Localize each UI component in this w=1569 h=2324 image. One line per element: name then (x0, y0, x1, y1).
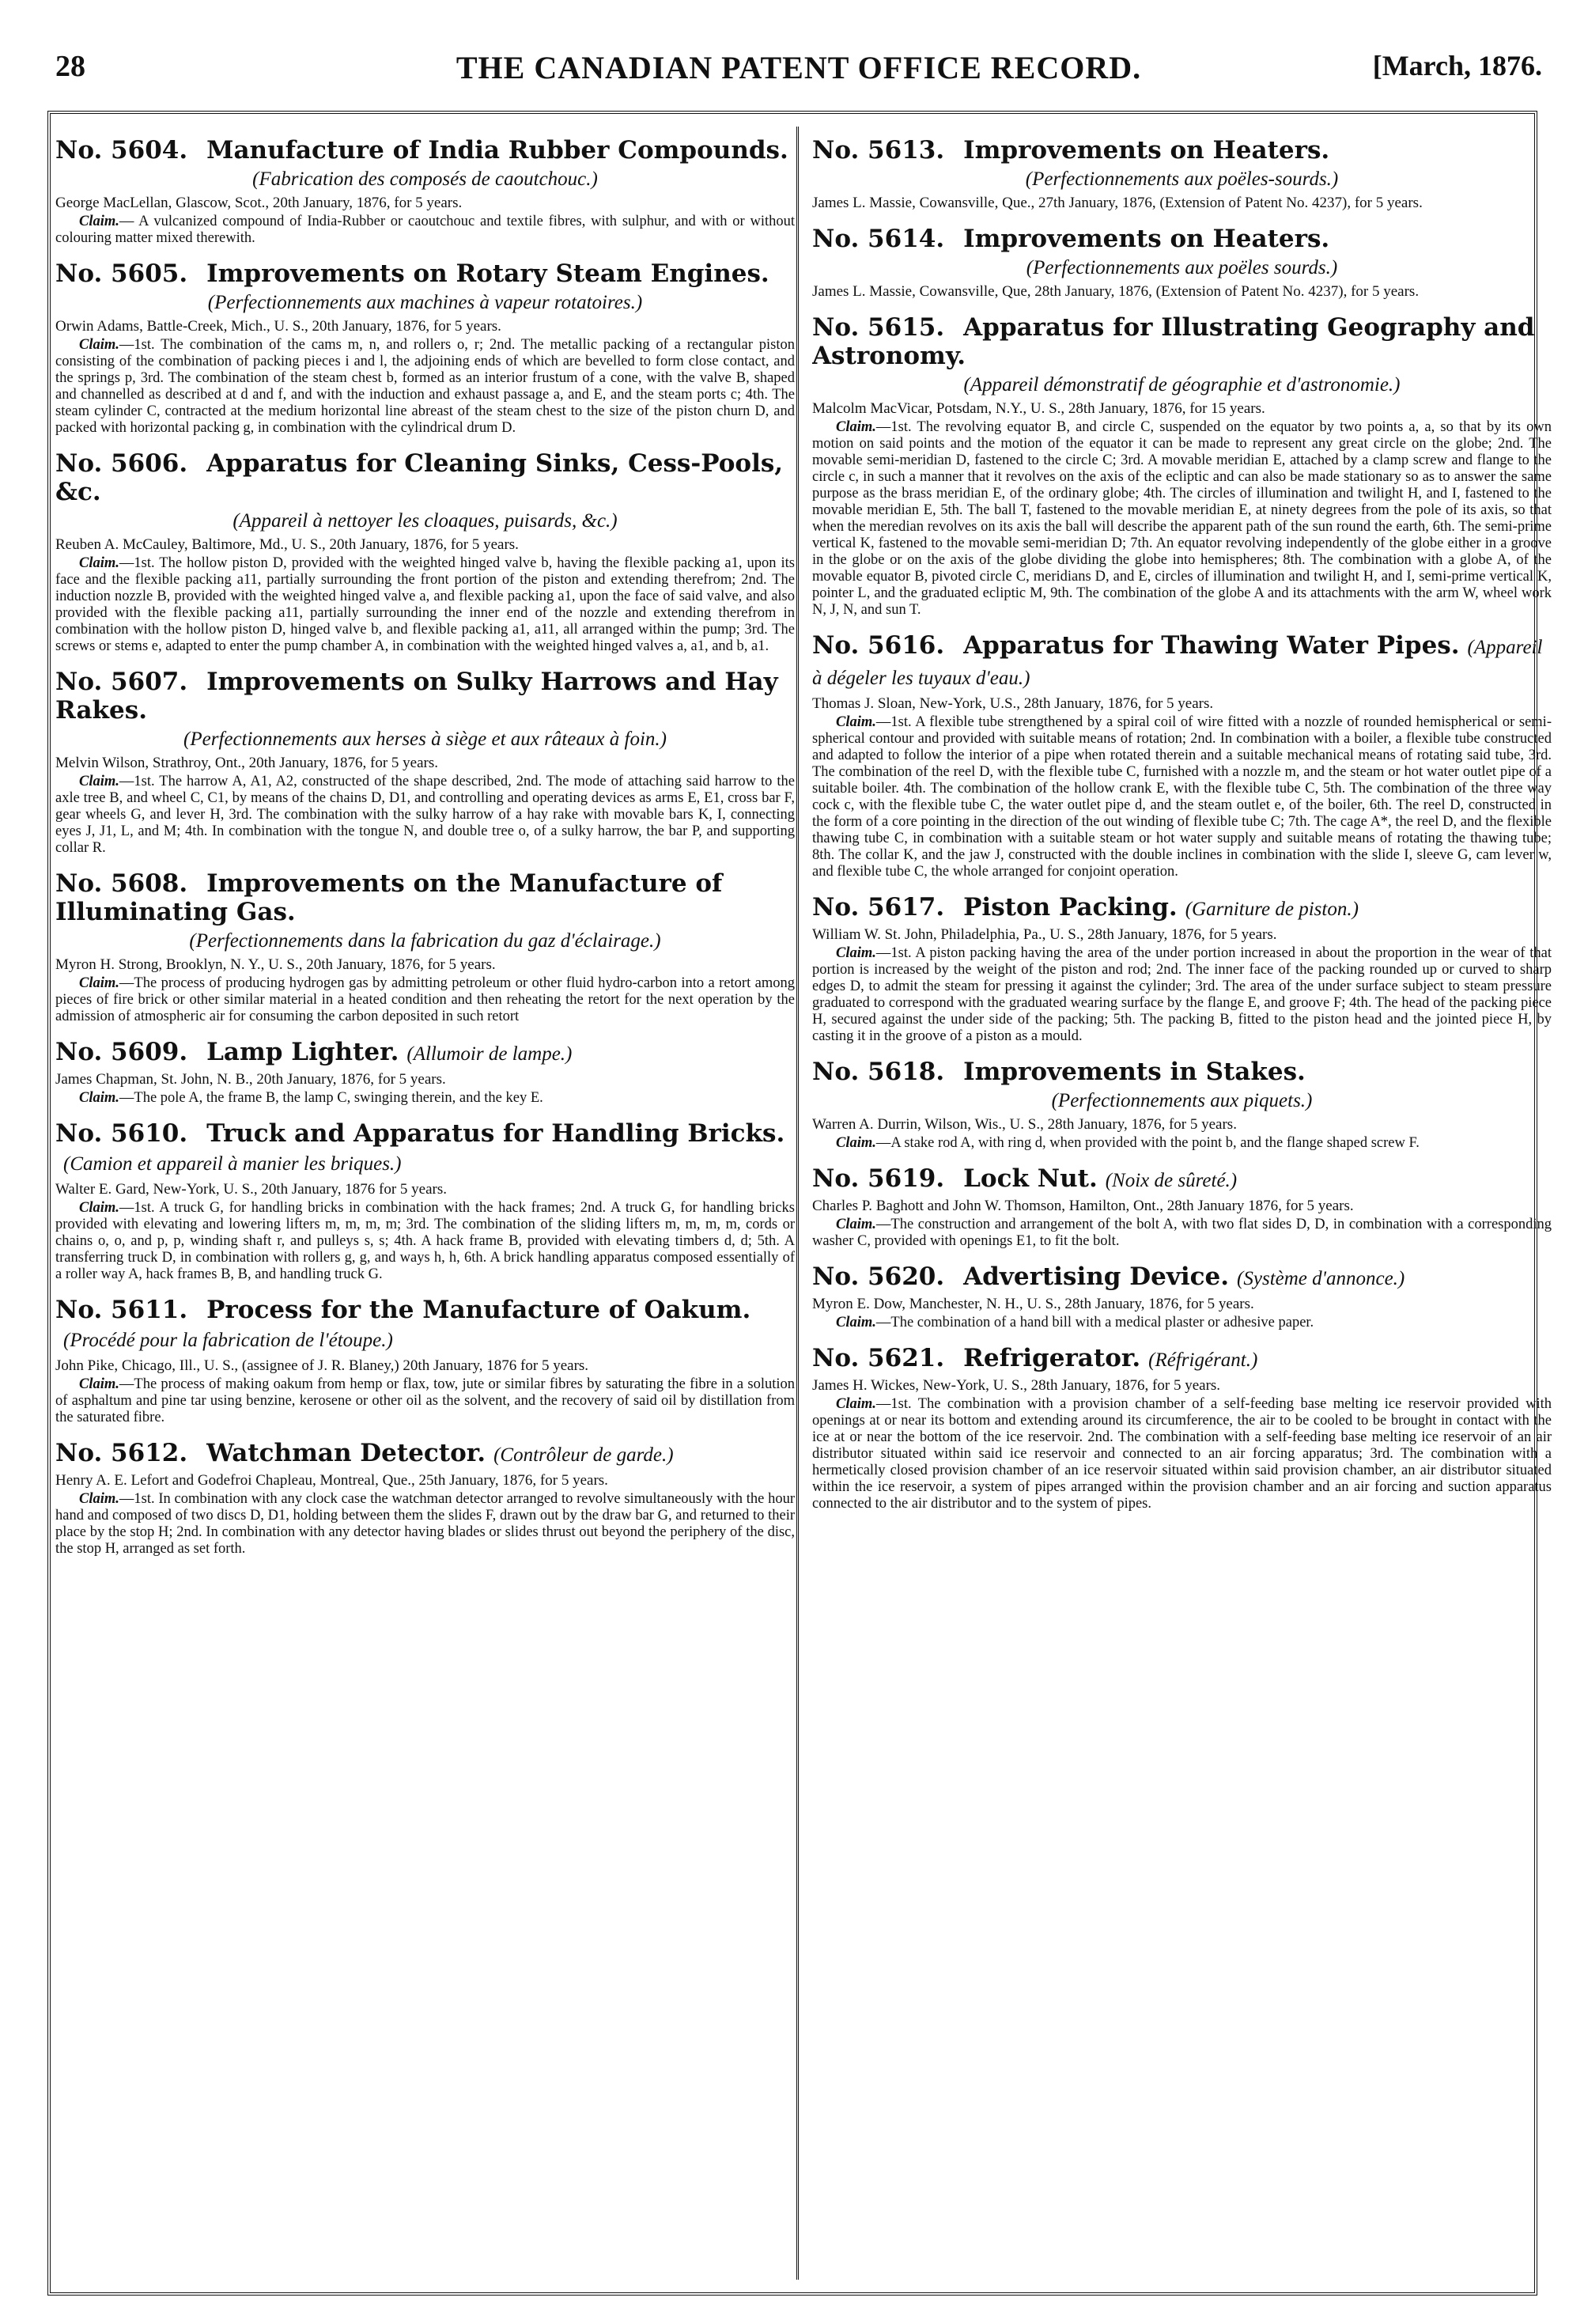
french-title: (Contrôleur de garde.) (493, 1444, 674, 1466)
claim-paragraph (55, 337, 795, 437)
claim-text: —1st. In combination with any clock case the watchman detector arranged to revolve simultaneously with the hour hand and composed of two discs D, D1, holding between them the slides F, drawn out by the draw bar G, and returned to their place by the stop H; 2nd. In combination with any detector having blades or slides thrust out beyond the periphery of the disc, the stop H, arranged as set forth. (55, 1491, 795, 1557)
claim-text: —1st. The hollow piston D, provided with the weighted hinged valve b, having the flexible packing a1, upon its face and the flexible packing a11, partially surrounding the front portion of the piston and extending therefrom; 2nd. The induction nozzle B, provided with the weighted hinged valve a, and flexible packing a1, upon the face of said valve, and also provided with the flexible packing a11, partially surrounding the inner end of the nozzle and extending therefrom in combination with the hollow piston D, hinged valve b, and flexible packing a1, a11, all arranged within the pump; 3rd. The screws or stems e, adapted to enter the pump chamber A, in combination with the weighted hinged valves a, a1, and b, a1. (55, 555, 795, 654)
patent-number: No. 5621. (812, 1344, 945, 1372)
patent-entry (55, 136, 795, 247)
patent-title: Truck and Apparatus for Handling Bricks. (206, 1119, 785, 1148)
patent-title: Improvements on Heaters. (963, 225, 1330, 253)
patent-title-line (812, 313, 1552, 370)
inventor-line: Orwin Adams, Battle-Creek, Mich., U. S., 20th January, 1876, for 5 years. (55, 318, 501, 335)
patent-number: No. 5605. (55, 259, 188, 288)
patent-entry (812, 631, 1552, 880)
patent-title-line (812, 1344, 1552, 1375)
claim-text: —The pole A, the frame B, the lamp C, swinging therein, and the key E. (119, 1090, 543, 1106)
claim-text: —The construction and arrangement of the bolt A, with two flat sides D, D, in combination with a corresponding washer C, provided with openings E1, to fit the bolt. (812, 1217, 1552, 1249)
publication-title: THE CANADIAN PATENT OFFICE RECORD. (456, 50, 1142, 85)
patent-title-line (55, 869, 795, 926)
claim-text: — A vulcanized compound of India-Rubber or caoutchouc and textile fibres, with sulphur, and with or without colouring matter mixed therewith. (55, 214, 795, 246)
patent-entry (812, 225, 1552, 301)
claim-label: Claim. (836, 1315, 876, 1330)
inventor-line: Reuben A. McCauley, Baltimore, Md., U. S., 20th January, 1876, for 5 years. (55, 536, 519, 553)
patent-number: No. 5620. (812, 1262, 945, 1291)
claim-paragraph (55, 214, 795, 247)
inventor-line: Thomas J. Sloan, New-York, U.S., 28th January, 1876, for 5 years. (812, 695, 1214, 712)
inventor-line: James Chapman, St. John, N. B., 20th January, 1876, for 5 years. (55, 1071, 446, 1088)
patent-title-line (55, 1119, 795, 1179)
inventor-line: Myron H. Strong, Brooklyn, N. Y., U. S., 20th January, 1876, for 5 years. (55, 956, 496, 973)
claim-paragraph (55, 555, 795, 655)
column-divider (796, 127, 799, 2280)
claim-label: Claim. (79, 1090, 119, 1106)
patent-entry (812, 1344, 1552, 1512)
claim-paragraph (55, 774, 795, 857)
claim-label: Claim. (836, 1135, 876, 1151)
patent-entry (55, 449, 795, 655)
patent-number: No. 5612. (55, 1439, 188, 1467)
french-title: (Garniture de piston.) (1185, 899, 1359, 920)
french-title: (Réfrigérant.) (1148, 1349, 1258, 1371)
french-title: (Perfectionnements aux poëles sourds.) (1026, 257, 1338, 278)
french-title: (Appareil démonstratif de géographie et d'astronomie.) (963, 374, 1401, 396)
patent-entry (812, 136, 1552, 212)
patent-title-line (55, 1439, 795, 1470)
claim-text: —A stake rod A, with ring d, when provided with the point b, and the flange shaped screw F. (875, 1135, 1420, 1151)
french-title: (Système d'annonce.) (1237, 1268, 1405, 1289)
patent-number: No. 5618. (812, 1058, 945, 1086)
patent-title-line (55, 136, 795, 165)
patent-title: Lamp Lighter. (206, 1038, 399, 1066)
inventor-line: James L. Massie, Cowansville, Que, 28th January, 1876, (Extension of Patent No. 4237), for 5 years. (812, 283, 1420, 300)
patent-title: Lock Nut. (963, 1164, 1098, 1193)
patent-entry (812, 1164, 1552, 1250)
patent-entry (55, 1439, 795, 1558)
claim-label: Claim. (79, 214, 119, 229)
french-title: (Appareil à nettoyer les cloaques, puisards, &c.) (233, 510, 618, 532)
inventor-line: Myron E. Dow, Manchester, N. H., U. S., 28th January, 1876, for 5 years. (812, 1296, 1254, 1312)
patent-number: No. 5610. (55, 1119, 188, 1148)
french-title: (Allumoir de lampe.) (406, 1043, 573, 1065)
claim-text: —1st. The combination with a provision chamber of a self-feeding base melting ice reservoir provided with openings at or near its bottom and extending around its circumference, the air to be cooled to be brought in contact with the ice at or near the bottom of the ice reservoir. 2nd. The combination with a self-feeding base melting ice reservoir of an air distributor situated within said ice reservoir and connected to an air forcing apparatus; 3rd. The combination with a hermetically closed provision chamber of an ice reservoir situated within said provision chamber, an air distributor situated within the ice reservoir, a system of pipes arranged within the provision chamber and an air forcing and suction apparatus connected to the air distributor and to the system of pipes. (812, 1396, 1552, 1512)
claim-paragraph (812, 1315, 1552, 1331)
patent-title-line (55, 449, 795, 506)
inventor-line: Melvin Wilson, Strathroy, Ont., 20th January, 1876, for 5 years. (55, 755, 439, 771)
french-title: (Perfectionnements aux piquets.) (1051, 1090, 1313, 1111)
patent-title-line (55, 668, 795, 725)
claim-label: Claim. (79, 1200, 119, 1216)
french-title: (Camion et appareil à manier les briques.) (63, 1153, 402, 1175)
claim-paragraph (812, 714, 1552, 880)
patent-title-line (812, 893, 1552, 924)
french-title: (Perfectionnements aux machines à vapeur rotatoires.) (207, 292, 643, 313)
claim-text: —The combination of a hand bill with a medical plaster or adhesive paper. (875, 1315, 1314, 1330)
patent-entry (55, 1038, 795, 1107)
patent-title-line (812, 225, 1552, 253)
patent-number: No. 5607. (55, 668, 188, 696)
patent-number: No. 5617. (812, 893, 945, 922)
claim-text: —1st. A flexible tube strengthened by a spiral coil of wire fitted with a nozzle of rounded hemispherical or semi-spherical contour and provided with suitable means of rotation; 2nd. In combination with a boiler, a flexible tube constructed and adapted to follow the interior of a pipe when rotated therein and a suitable mechanical means of rotating said tube, 3rd. The combination of the reel D, with the flexible tube C, furnished with a nozzle m, and the steam or hot water outlet pipe of a suitable boiler. 4th. The combination of the hollow crank E, with the flexible tube C, 5th. The combination of the three way cock c, with the flexible tube C, the water outlet pipe d, and the steam outlet e, of the boiler, 6th. The reel D, constructed in the form of a core pointing in the direction of the out winding of flexible tube C; 7th. The cage A*, the reel D, and the flexible thawing tube C, in combination with a suitable steam or hot water supply and suitable means of rotating the thawing tube; 8th. The collar K, and the jaw J, constructed with the double inclines in combination with the slide I, sleeve G, cam lever w, and flexible tube C, the whole arranged for conjoint operation. (812, 714, 1552, 880)
claim-paragraph (55, 975, 795, 1025)
patent-title: Improvements on Rotary Steam Engines. (206, 259, 769, 288)
patent-entry (55, 1119, 795, 1283)
inventor-line: John Pike, Chicago, Ill., U. S., (assignee of J. R. Blaney,) 20th January, 1876 for 5 years. (55, 1357, 589, 1374)
claim-paragraph (812, 419, 1552, 619)
claim-text: —The process of making oakum from hemp or flax, tow, jute or similar fibres by saturating the fibre in a solution of asphaltum and pine tar using benzine, kerosene or other oil as the solvent, and the recovery of said oil by distillation from the saturated fibre. (55, 1376, 795, 1425)
patent-title-line (55, 1296, 795, 1355)
issue-date: [March, 1876. (1372, 50, 1542, 81)
patent-title: Improvements on Sulky Harrows and Hay Rakes. (55, 668, 778, 725)
claim-text: —The process of producing hydrogen gas by admitting petroleum or other fluid hydro-carbon into a retort among pieces of fire brick or other similar material in a heated condition and then reheating the retort for the next operation by the admission of atmospheric air for consuming the carbon deposited in such retort (55, 975, 795, 1024)
inventor-line: William W. St. John, Philadelphia, Pa., U. S., 28th January, 1876, for 5 years. (812, 926, 1277, 943)
inventor-line: Walter E. Gard, New-York, U. S., 20th January, 1876 for 5 years. (55, 1181, 448, 1198)
patent-entry (812, 1058, 1552, 1152)
patent-number: No. 5619. (812, 1164, 945, 1193)
claim-paragraph (812, 1217, 1552, 1250)
patent-number: No. 5604. (55, 136, 188, 165)
patent-number: No. 5609. (55, 1038, 188, 1066)
right-column (812, 136, 1552, 2280)
patent-entry (55, 668, 795, 857)
patent-number: No. 5615. (812, 313, 945, 342)
claim-label: Claim. (79, 337, 119, 353)
claim-paragraph (55, 1200, 795, 1283)
claim-text: —1st. A truck G, for handling bricks in combination with the hack frames; 2nd. A truck G, for handling bricks provided with elevating and lowering lifters m, m, m, m; 3rd. The combination of the sliding lifters m, m, m, m, cords or chains o, o, and p, p, winding shaft r, and pulleys s, s; 4th. A hack frame B, provided with elevating timbers d, d; 5th. A transferring truck D, in combination with rollers g, g, and ways h, h, 6th. A brick handling apparatus composed essentially of a roller way A, hack frames B, B, and handling truck G. (55, 1200, 795, 1282)
inventor-line: George MacLellan, Glascow, Scot., 20th January, 1876, for 5 years. (55, 195, 463, 211)
claim-label: Claim. (79, 1491, 119, 1507)
claim-paragraph (55, 1491, 795, 1558)
patent-title-line (55, 259, 795, 288)
patent-title: Improvements on Heaters. (963, 136, 1330, 165)
french-title: (Perfectionnements dans la fabrication du gaz d'éclairage.) (189, 930, 661, 952)
patent-entry (55, 1296, 795, 1426)
patent-entry (812, 893, 1552, 1045)
claim-paragraph (55, 1090, 795, 1107)
patent-number: No. 5611. (55, 1296, 188, 1324)
patent-entry (55, 869, 795, 1025)
patent-title: Manufacture of India Rubber Compounds. (206, 136, 788, 165)
patent-title-line (812, 1058, 1552, 1086)
patent-entry (812, 313, 1552, 619)
french-title: (Perfectionnements aux poëles-sourds.) (1025, 168, 1339, 190)
inventor-line: James L. Massie, Cowansville, Que., 27th January, 1876, (Extension of Patent No. 4237), for 5 years. (812, 195, 1423, 211)
french-title: (Perfectionnements aux herses à siège et aux râteaux à foin.) (183, 729, 667, 750)
french-title: (Procédé pour la fabrication de l'étoupe.) (63, 1330, 393, 1351)
claim-label: Claim. (79, 975, 119, 991)
inventor-line: Warren A. Durrin, Wilson, Wis., U. S., 28th January, 1876, for 5 years. (812, 1116, 1237, 1133)
patent-entry (812, 1262, 1552, 1331)
claim-label: Claim. (79, 774, 119, 789)
patent-title: Piston Packing. (963, 893, 1178, 922)
claim-label: Claim. (836, 945, 876, 961)
inventor-line: Henry A. E. Lefort and Godefroi Chapleau, Montreal, Que., 25th January, 1876, for 5 years. (55, 1472, 608, 1489)
patent-number: No. 5606. (55, 449, 188, 478)
claim-text: —1st. The combination of the cams m, n, and rollers o, r; 2nd. The metallic packing of a rectangular piston consisting of the combination of packing pieces i and l, the adjoining ends of which are bevelled to form close contact, and the springs p, 3rd. The combination of the steam chest b, formed as an interior frustum of a cone, with the valve B, shaped and channelled as described at d and f, and with the induction and exhaust passage a, and E, and the steam ports c; 4th. The steam cylinder C, contracted at the medium horizontal line abreast of the steam chest to the size of the piston churn D, and packed with horizontal packing g, in combination with the cylindrical drum D. (55, 337, 795, 436)
claim-text: —1st. The revolving equator B, and circle C, suspended on the equator by two points a, a, so that by its own motion on said points and the motion of the equator it can be made to represent any great circle on the globe; 2nd. The movable semi-meridian D, fastened to the circle C; 3rd. A movable meridian E, attached by a clamp screw and flange to the circle c, in such a manner that it revolves on the axis of the ecliptic and can also be made stationary so as to answer the same purpose as the brass meridian E, of the ordinary globe; 4th. The circles of illumination and twilight H, and I, fastened to the movable meridian E, 5th. The ball T, fastened to the movable meridian E, at ninety degrees from the pole of its axis, so that when the meredian revolves on its axis the ball will describe the apparent path of the sun round the earth, 6th. The semi-prime vertical K, fastened to the movable semi-meridian D; 7th. An equator revolving independently of the globe either in a groove in the globe or on the axis of the globe dividing the globe into hemispheres; 8th. The combination with a globe A, of the movable equator B, pivoted circle C, meridians D, and E, circles of illumination and twilight H, and I, semi-prime vertical K, pointer L, and the graduated ecliptic M, 9th. The combination of the globe A and its attachments with the arm W, wheel work N, J, N, and sun T. (812, 419, 1552, 618)
french-title: (Appareil à dégeler les tuyaux d'eau.) (812, 637, 1543, 689)
patent-number: No. 5608. (55, 869, 188, 898)
claim-text: —1st. A piston packing having the area of the under portion increased in about the proportion in the wear of that portion is increased by the weight of the piston and rod; 2nd. The inner face of the packing rounded up or curved to sharp edges D, to admit the steam for pressing it against the cylinder; 3rd. The area of the under surface subject to steam pressure graduated to correspond with the graduated wearing surface by the flange E, and groove F; 4th. The head of the packing piece H, secured against the under side of the packing; 5th. The packing B, fitted to the piston head and the jointed piece H, by casting it in the groove of a piston as a mould. (812, 945, 1552, 1044)
patent-number: No. 5613. (812, 136, 945, 165)
patent-title: Refrigerator. (963, 1344, 1141, 1372)
claim-paragraph (812, 945, 1552, 1045)
claim-label: Claim. (836, 714, 876, 730)
patent-title: Apparatus for Thawing Water Pipes. (963, 631, 1460, 660)
claim-label: Claim. (79, 555, 119, 571)
patent-title: Process for the Manufacture of Oakum. (206, 1296, 751, 1324)
inventor-line: Malcolm MacVicar, Potsdam, N.Y., U. S., 28th January, 1876, for 15 years. (812, 400, 1265, 417)
claim-label: Claim. (836, 1396, 876, 1412)
french-title: (Fabrication des composés de caoutchouc.) (252, 168, 598, 190)
patent-title-line (55, 1038, 795, 1069)
claim-label: Claim. (836, 419, 876, 435)
patent-title: Improvements in Stakes. (963, 1058, 1306, 1086)
patent-number: No. 5616. (812, 631, 945, 660)
patent-entry (55, 259, 795, 437)
claim-paragraph (812, 1135, 1552, 1152)
patent-title-line (812, 631, 1552, 693)
french-title: (Noix de sûreté.) (1105, 1170, 1238, 1191)
claim-paragraph (55, 1376, 795, 1426)
claim-text: —1st. The harrow A, A1, A2, constructed of the shape described, 2nd. The mode of attaching said harrow to the axle tree B, and wheel C, C1, by means of the chains D, D1, and controlling and operating devices as arms E, E1, cross bar F, gear wheels G, and lever H, 3rd. The combination with the sulky harrow of a hay rake with movable bars K, I, connecting eyes J, J1, L, and M; 4th. In combination with the tongue N, and double tree o, of a sulky harrow, the bar P, and supporting collar R. (55, 774, 795, 856)
page-number: 28 (55, 50, 85, 83)
page-header (55, 49, 1542, 89)
left-column (55, 136, 795, 2280)
inventor-line: Charles P. Baghott and John W. Thomson, Hamilton, Ont., 28th January 1876, for 5 years. (812, 1198, 1354, 1214)
claim-label: Claim. (79, 1376, 119, 1392)
patent-title: Apparatus for Illustrating Geography and Astronomy. (812, 313, 1535, 370)
patent-title-line (812, 136, 1552, 165)
patent-title: Improvements on the Manufacture of Illuminating Gas. (55, 869, 723, 926)
patent-title: Watchman Detector. (206, 1439, 486, 1467)
inventor-line: James H. Wickes, New-York, U. S., 28th January, 1876, for 5 years. (812, 1377, 1221, 1394)
patent-number: No. 5614. (812, 225, 945, 253)
patent-title: Advertising Device. (963, 1262, 1230, 1291)
patent-title-line (812, 1262, 1552, 1293)
claim-label: Claim. (836, 1217, 876, 1232)
claim-paragraph (812, 1396, 1552, 1512)
patent-title: Apparatus for Cleaning Sinks, Cess-Pools, &c. (55, 449, 784, 506)
patent-title-line (812, 1164, 1552, 1195)
